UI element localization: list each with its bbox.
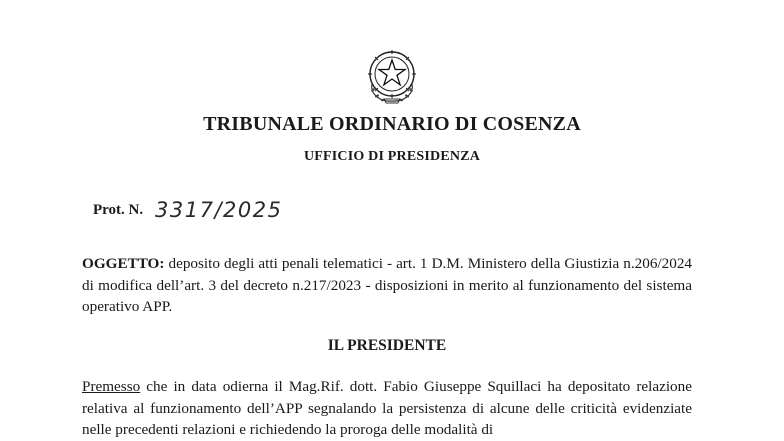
protocol-label: Prot. N. [93,202,144,218]
subject-paragraph [82,253,692,318]
protocol-number-handwritten [155,195,283,225]
body-lead-word: Premesso [82,378,141,395]
body-text: che in data odierna il Mag.Rif. dott. Fabio Giuseppe Squillaci ha depositato relazione relativa al funzionamento dell’APP segnalando la persistenza di alcune delle criticità evidenziate nelle precedenti relazioni e richiedendo la proroga delle modalità di [82,378,692,438]
court-title: TRIBUNALE ORDINARIO DI COSENZA [203,113,581,135]
section-heading: IL PRESIDENTE [327,337,447,354]
subject-label: OGGETTO: [82,255,165,272]
italian-republic-emblem-icon [362,44,422,104]
subject-text: deposito degli atti penali telematici - art. 1 D.M. Ministero della Giustizia n.206/2024 di modifica dell’art. 3 del decreto n.217/2023 - disposizioni in merito al funzionamento del sistema operativo APP. [82,255,693,315]
office-title: UFFICIO DI PRESIDENZA [303,149,481,164]
body-paragraph [82,376,692,441]
protocol-number-text: 3317/2025 [155,198,283,222]
